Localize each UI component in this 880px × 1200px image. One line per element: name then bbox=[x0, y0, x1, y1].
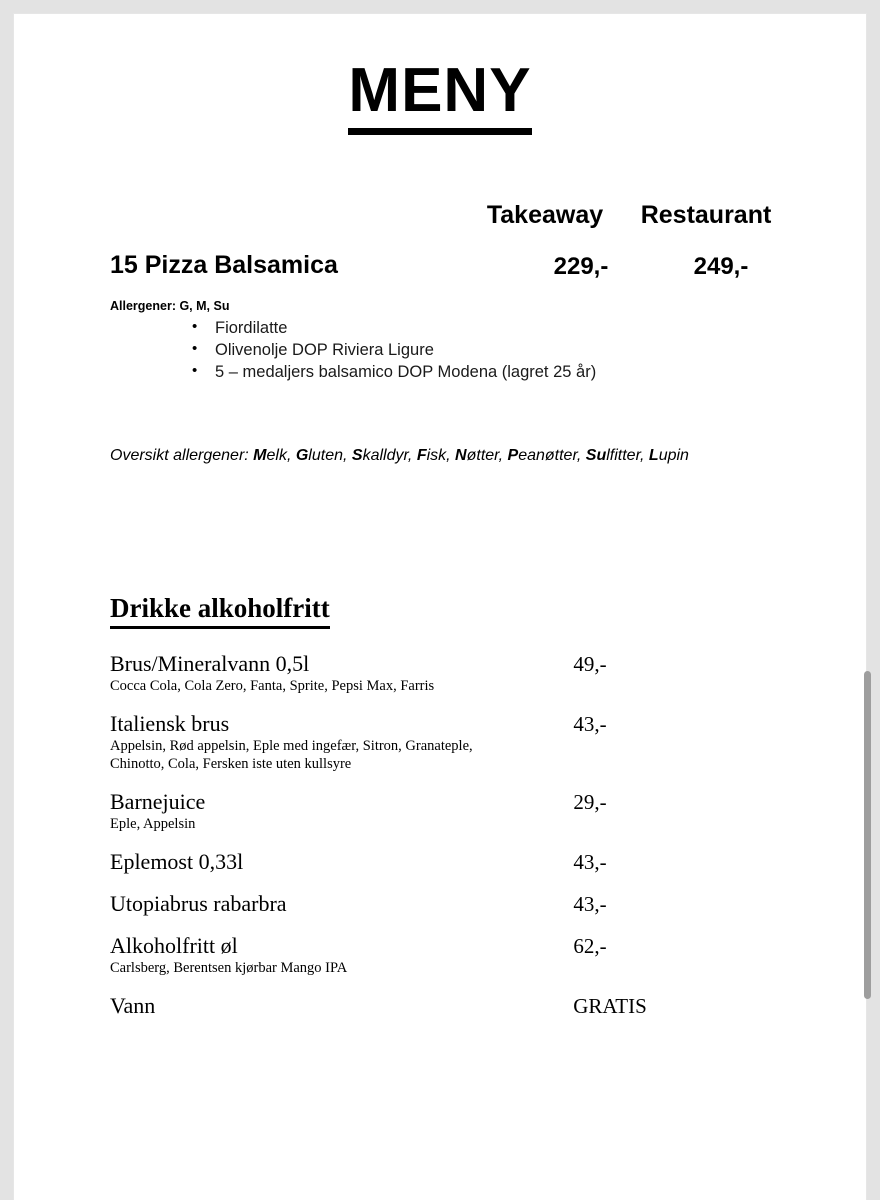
column-header-takeaway: Takeaway bbox=[486, 201, 604, 229]
allergen-entry: Nøtter, bbox=[455, 447, 508, 464]
allergen-overview bbox=[110, 447, 866, 465]
menu-item-price-restaurant: 249,- bbox=[693, 253, 749, 280]
menu-item-price-takeaway: 229,- bbox=[553, 253, 609, 280]
drinks-section-heading: Drikke alkoholfritt bbox=[110, 593, 330, 629]
page-title-container bbox=[14, 56, 866, 135]
drink-item-line bbox=[110, 651, 866, 677]
allergen-code: N bbox=[455, 447, 467, 464]
drink-item bbox=[110, 789, 866, 833]
drink-item-line bbox=[110, 993, 866, 1019]
drink-item bbox=[110, 711, 866, 773]
drink-item bbox=[110, 993, 866, 1019]
allergen-code: Su bbox=[585, 447, 607, 464]
drink-price: 43,- bbox=[573, 892, 607, 916]
drink-description: Carlsberg, Berentsen kjørbar Mango IPA bbox=[110, 960, 348, 976]
allergen-code: L bbox=[648, 447, 659, 464]
drink-description: Chinotto, Cola, Fersken iste uten kullsyre bbox=[110, 756, 352, 772]
drink-price: 29,- bbox=[573, 790, 607, 814]
ingredient-item: • Fiordilatte bbox=[14, 317, 866, 339]
drink-price: 62,- bbox=[573, 934, 607, 958]
drink-item-line bbox=[110, 891, 866, 917]
drink-name: Eplemost 0,33l bbox=[110, 849, 244, 874]
allergen-code: G bbox=[295, 447, 309, 464]
menu-item-allergens: Allergener: G, M, Su bbox=[110, 299, 230, 313]
ingredient-item: • 5 – medaljers balsamico DOP Modena (lagret 25 år) bbox=[14, 361, 866, 383]
drink-item-line bbox=[110, 933, 866, 959]
menu-item-row bbox=[14, 251, 866, 289]
drink-description: Cocca Cola, Cola Zero, Fanta, Sprite, Pepsi Max, Farris bbox=[110, 678, 435, 694]
drink-name: Barnejuice bbox=[110, 789, 206, 814]
drink-item-line bbox=[110, 849, 866, 875]
drink-description: Appelsin, Rød appelsin, Eple med ingefær, Sitron, Granateple, bbox=[110, 738, 473, 754]
drink-name: Utopiabrus rabarbra bbox=[110, 891, 287, 916]
drink-item-line bbox=[110, 789, 866, 815]
ingredient-list bbox=[14, 317, 866, 383]
column-header-restaurant: Restaurant bbox=[640, 201, 772, 229]
drink-price: GRATIS bbox=[573, 994, 647, 1018]
page-title: MENY bbox=[348, 60, 531, 135]
drink-price: 43,- bbox=[573, 850, 607, 874]
allergen-code: S bbox=[351, 447, 363, 464]
allergen-overview-label: Oversikt allergener: bbox=[110, 447, 254, 464]
ingredient-item: • Olivenolje DOP Riviera Ligure bbox=[14, 339, 866, 361]
allergen-entry: Sulfitter, bbox=[585, 447, 649, 464]
allergen-code: M bbox=[253, 447, 267, 464]
drink-price: 43,- bbox=[573, 712, 607, 736]
drink-description: Eple, Appelsin bbox=[110, 816, 196, 832]
drink-item bbox=[110, 849, 866, 875]
menu-item-name: 15 Pizza Balsamica bbox=[110, 251, 338, 279]
allergen-code: P bbox=[507, 447, 519, 464]
allergen-entry: Gluten, bbox=[295, 447, 352, 464]
allergen-entry: Skalldyr, bbox=[351, 447, 417, 464]
allergen-entry: Lupin bbox=[648, 447, 689, 464]
price-column-headers bbox=[14, 201, 866, 235]
drink-name: Brus/Mineralvann 0,5l bbox=[110, 651, 310, 676]
allergen-entry: Melk, bbox=[253, 447, 296, 464]
menu-page bbox=[14, 14, 866, 1200]
allergen-code: F bbox=[416, 447, 427, 464]
drink-item bbox=[110, 933, 866, 977]
scrollbar-thumb[interactable] bbox=[864, 671, 871, 999]
scrollbar-track[interactable] bbox=[866, 14, 876, 1200]
drink-name: Italiensk brus bbox=[110, 711, 230, 736]
drink-item bbox=[110, 891, 866, 917]
allergen-entry: Fisk, bbox=[416, 447, 456, 464]
drink-item bbox=[110, 651, 866, 695]
drink-name: Alkoholfritt øl bbox=[110, 933, 238, 958]
drink-item-line bbox=[110, 711, 866, 737]
drink-price: 49,- bbox=[573, 652, 607, 676]
drinks-list bbox=[14, 651, 866, 1019]
drinks-section-heading-container bbox=[110, 593, 866, 629]
allergen-entry: Peanøtter, bbox=[507, 447, 586, 464]
drink-name: Vann bbox=[110, 993, 156, 1018]
